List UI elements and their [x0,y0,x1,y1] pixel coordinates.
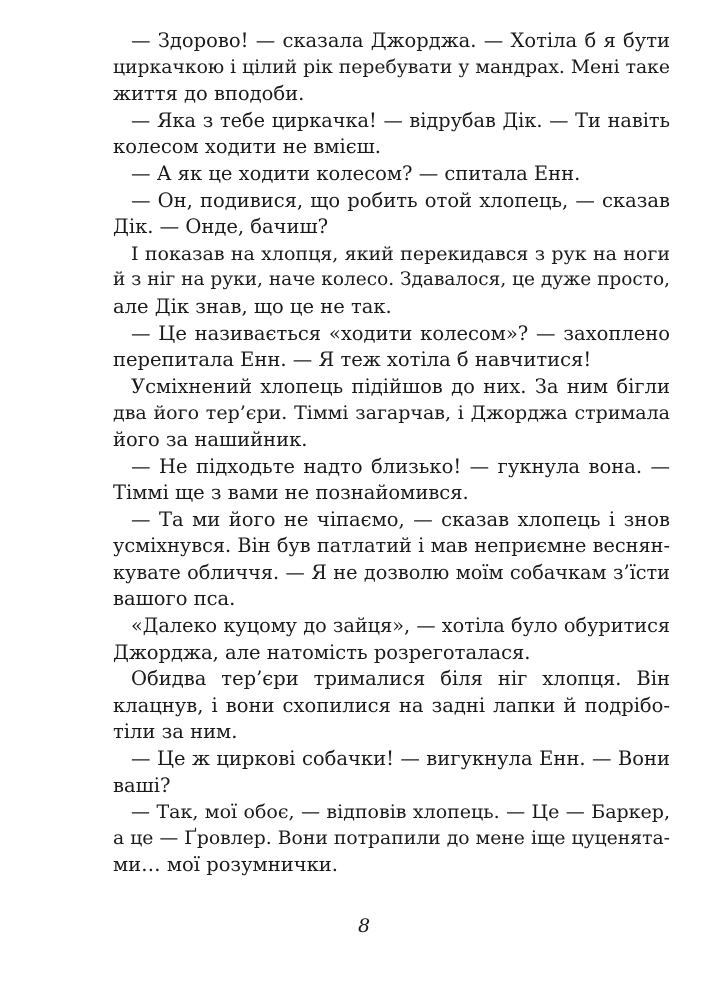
page-number: 8 [357,915,371,937]
text-line: й з ніг на руки, наче колесо. Здавалося, це дуже просто, [113,269,670,291]
text-line: Обидва тер’єри трималися біля ніг хлопця. Він [131,667,670,691]
text-line: — Здорово! — сказала Джорджа. — Хотіла б я бути [131,29,670,52]
text-line: кувате обличчя. — Я не дозволю моїм собачкам з’їсти [113,560,670,584]
text-line: ваші? [113,773,171,797]
text-line: усміхнувся. Він був патлатий і мав неприємне веснян- [113,534,670,558]
text-line: — Так, мої обоє, — відповів хлопець. — Це — Баркер, [131,801,670,824]
text-line: перепитала Енн. — Я теж хотіла б навчитися! [113,348,592,372]
text-line: вашого пса. [113,587,236,611]
text-line: — А як це ходити колесом? — спитала Енн. [131,161,581,185]
paragraph [113,613,670,666]
paragraph [113,188,670,241]
text-line: «Далеко куцому до зайця», — хотіла було обуритися [131,614,670,638]
paragraph [113,454,670,507]
text-line: клацнув, і вони схопилися на задні лапки й подрібо- [113,693,670,717]
text-line: а це — Ґровлер. Вони потрапили до мене іще цуценята- [113,827,670,849]
text-line: — Яка з тебе циркачка! — відрубав Дік. — Ти навіть [131,108,670,132]
text-line: Тіммі ще з вами не познайомився. [113,481,469,505]
text-line: але Дік знав, що це не так. [113,294,392,318]
paragraph [113,161,670,188]
text-line: — Це називається «ходити колесом»? — захоплено [131,321,670,345]
paragraph [113,799,670,879]
paragraph [113,28,670,108]
body-text [113,28,670,879]
paragraph [113,321,670,374]
text-line: циркачкою і цілий рік перебувати у мандрах. Мені таке [113,56,670,78]
text-line: — Це ж циркові собачки! — вигукнула Енн. — Вони [131,747,670,771]
text-line: колесом ходити не вмієш. [113,135,381,159]
text-line: тіли за ним. [113,720,238,744]
text-line: — Он, подивися, що робить отой хлопець, — сказав [131,188,670,212]
paragraph [113,507,670,613]
text-line: ми… мої розумнички. [113,853,338,877]
paragraph [113,746,670,799]
paragraph [113,374,670,454]
text-line: два його тер’єри. Тіммі загарчав, і Джорджа стримала [113,402,670,425]
text-line: І показав на хлопця, який перекидався з рук на ноги [131,242,670,265]
text-line: його за нашийник. [113,427,308,451]
paragraph [113,241,670,321]
text-line: життя до вподоби. [113,82,305,106]
text-line: — Та ми його не чіпаємо, — сказав хлопець і знов [131,507,670,531]
text-line: Усміхнений хлопець підійшов до них. За ним бігли [131,374,670,398]
paragraph [113,666,670,746]
paragraph [113,108,670,161]
text-line: Джорджа, але натомість розреготалася. [113,640,531,664]
text-line: Дік. — Онде, бачиш? [113,215,329,239]
text-line: — Не підходьте надто близько! — гукнула вона. — [131,454,670,478]
